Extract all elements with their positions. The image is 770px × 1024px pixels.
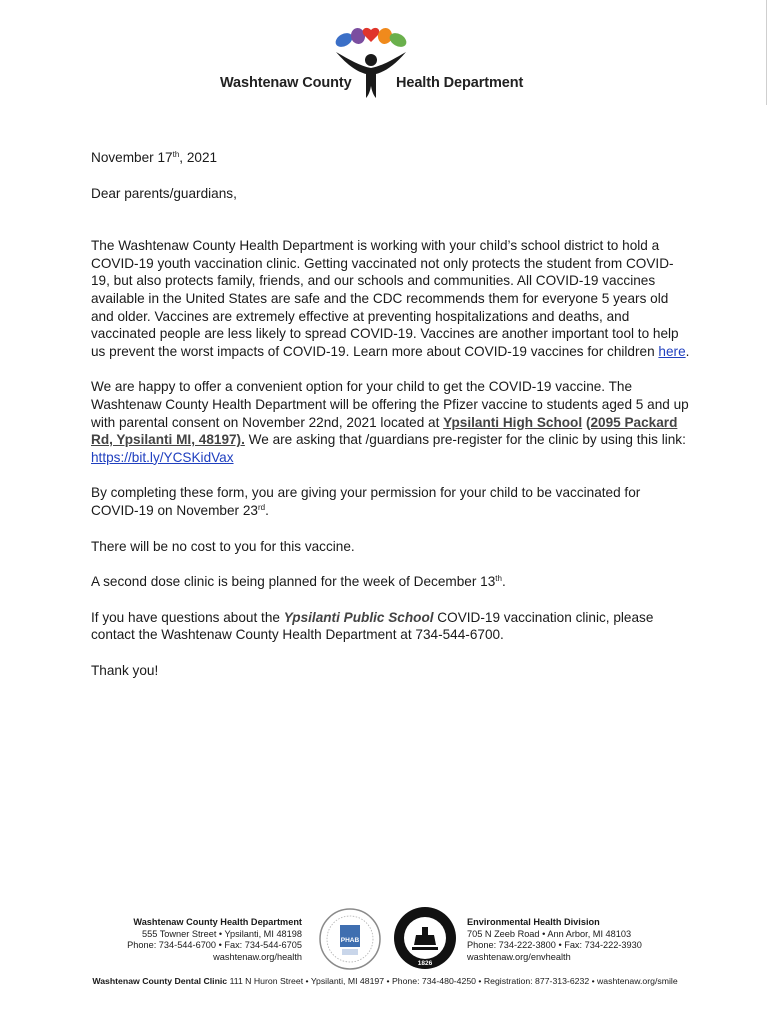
- salutation: Dear parents/guardians,: [91, 185, 237, 201]
- svg-text:1826: 1826: [417, 960, 433, 967]
- paragraph-clinic: We are happy to offer a convenient option for your child to get the COVID-19 vaccine. The Washtenaw County Health Department will be offering the Pfizer vaccine to students aged 5 and up with parental consent on November 22nd, 2021 located at Ypsilanti High School (2095 Packard Rd, Ypsilanti MI, 48197). We are asking that /guardians pre-register for the clinic by using this link: https://bit.ly/YCSKidVax: [91, 379, 689, 465]
- paragraph-intro: The Washtenaw County Health Department is working with your child’s school district to hold a COVID-19 youth vaccination clinic. Getting vaccinated not only protects the student from COVID-19, but also protects family, friends, and our schools and communities. All COVID-19 vaccines available in the United States are safe and the CDC recommends them for everyone 5 years old and older. Vaccines are extremely effective at preventing hospitalizations and deaths, and vaccinated people are less likely to spread COVID-19. Vaccines are another important tool to help us prevent the worst impacts of COVID-19. Learn more about COVID-19 vaccines for children here.: [91, 238, 690, 359]
- header-logo: [220, 26, 530, 100]
- footer-dental-clinic: Washtenaw County Dental Clinic 111 N Huron Street • Ypsilanti, MI 48197 • Phone: 734-480-4250 • Registration: 877-313-6232 • washtenaw.org/smile: [92, 976, 678, 986]
- logo-text-right: Health Department: [396, 75, 524, 91]
- footer-left-address: 555 Towner Street • Ypsilanti, MI 48198: [141, 928, 302, 939]
- paragraph-consent: By completing these form, you are giving your permission for your child to be vaccinated for COVID-19 on November 23rd.: [91, 485, 641, 518]
- school-district-name: Ypsilanti Public School: [283, 609, 434, 625]
- footer-right-address: 705 N Zeeb Road • Ann Arbor, MI 48103: [467, 928, 632, 939]
- footer-health-dept: [100, 917, 302, 963]
- closing: Thank you!: [91, 662, 159, 678]
- paragraph-cost: There will be no cost to you for this vaccine.: [91, 538, 355, 554]
- footer-left-phone: Phone: 734-544-6700 • Fax: 734-544-6705: [127, 940, 302, 950]
- school-name: Ypsilanti High School: [443, 414, 583, 430]
- footer-right-phone: Phone: 734-222-3800 • Fax: 734-222-3930: [467, 940, 642, 950]
- phab-accreditation-seal-icon: [318, 907, 382, 971]
- footer-right-title: Environmental Health Division: [467, 917, 600, 927]
- svg-text:PHAB: PHAB: [340, 937, 360, 944]
- letter-date: November 17th, 2021: [91, 150, 218, 165]
- school-address: (2095 Packard Rd, Ypsilanti MI, 48197).: [91, 414, 678, 448]
- paragraph-second-dose: A second dose clinic is being planned for the week of December 13th.: [91, 574, 506, 590]
- preregister-link[interactable]: https://bit.ly/YCSKidVax: [91, 449, 234, 465]
- page-edge-rule: [766, 0, 767, 105]
- footer-left-web: washtenaw.org/health: [213, 951, 302, 962]
- footer-left-title: Washtenaw County Health Department: [133, 917, 302, 927]
- vaccine-info-link[interactable]: here: [658, 343, 686, 359]
- letter-body: [91, 149, 691, 679]
- footer-right-web: washtenaw.org/envhealth: [467, 951, 571, 962]
- footer-environmental: [467, 917, 687, 963]
- paragraph-questions: If you have questions about the Ypsilanti Public School COVID-19 vaccination clinic, please contact the Washtenaw County Health Department at 734-544-6700.: [91, 609, 654, 643]
- logo-text-left: Washtenaw County: [220, 75, 352, 91]
- county-seal-icon: [392, 905, 458, 971]
